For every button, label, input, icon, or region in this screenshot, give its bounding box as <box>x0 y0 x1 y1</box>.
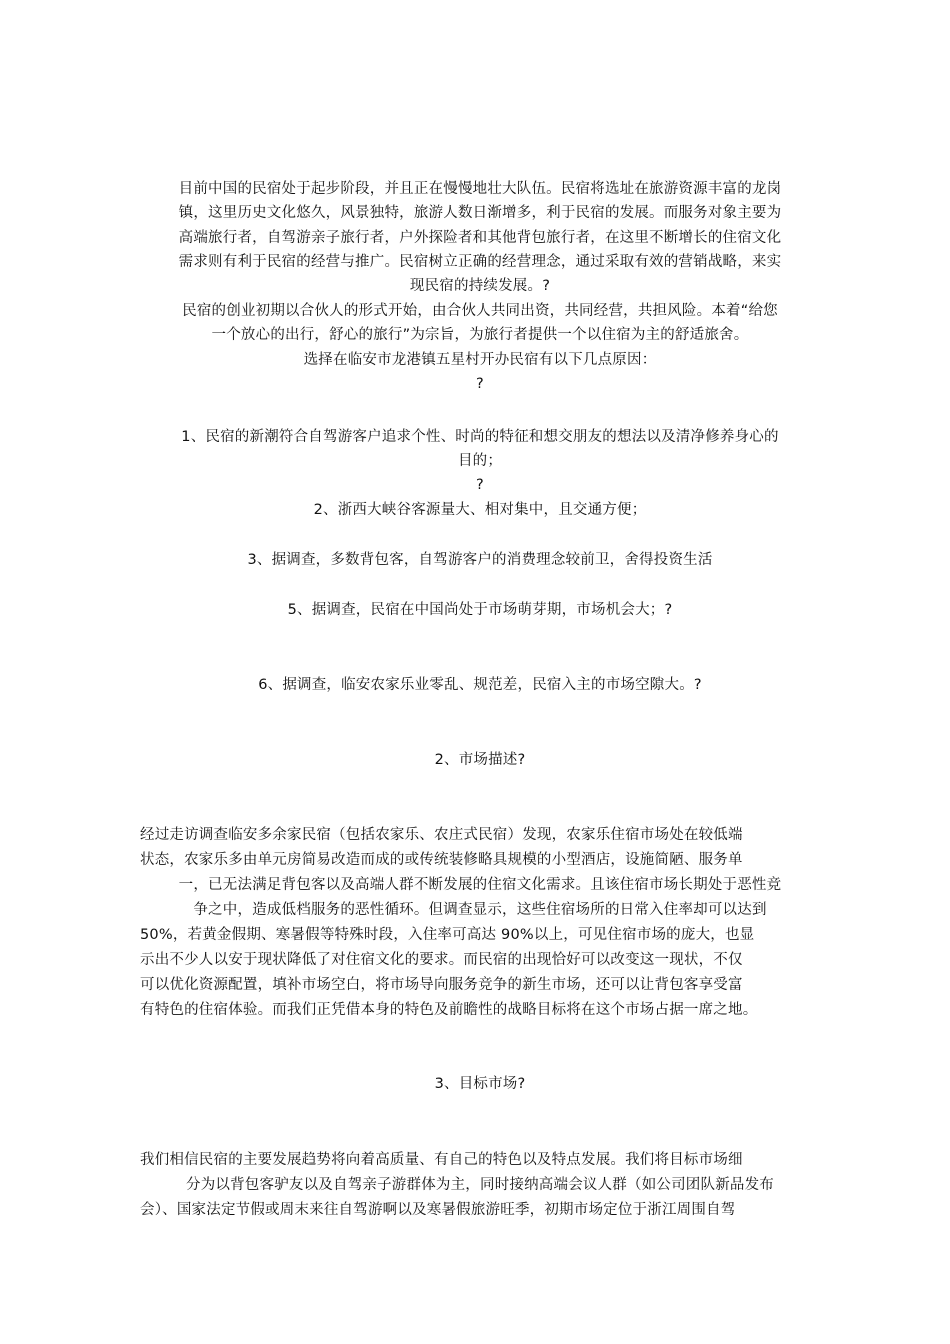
reasons-intro: 选择在临安市龙港镇五星村开办民宿有以下几点原因： <box>303 352 657 368</box>
text-line: 现民宿的持续发展。? <box>409 278 551 294</box>
text-line: 可以优化资源配置，填补市场空白，将市场导向服务竞争的新生市场，还可以让背包客享受富 <box>140 977 743 993</box>
reason-6: 6、据调查，临安农家乐业零乱、规范差，民宿入主的市场空隙大。? <box>258 677 702 693</box>
text-line: 目的； <box>457 453 503 469</box>
text-line: 经过走访调查临安多余家民宿（包括农家乐、农庄式民宿）发现，农家乐住宿市场处在较低端 <box>140 827 743 843</box>
text-line: 50%，若黄金假期、寒暑假等特殊时段，入住率可高达 90%以上，可见住宿市场的庞大，也显 <box>140 927 755 943</box>
section-heading-market: 2、市场描述? <box>434 752 526 768</box>
text-line: 需求则有利于民宿的经营与推广。民宿树立正确的经营理念，通过采取有效的营销战略，来实 <box>178 254 782 270</box>
placeholder-mark: ? <box>476 477 484 493</box>
reason-2: 2、浙西大峡谷客源量大、相对集中，且交通方便； <box>313 502 647 518</box>
text-line: 我们相信民宿的主要发展趋势将向着高质量、有自己的特色以及特点发展。我们将目标市场细 <box>140 1152 743 1168</box>
text-line: 状态，农家乐多由单元房简易改造而成的或传统装修略具规模的小型酒店，设施简陋、服务单 <box>140 852 743 868</box>
reason-3: 3、据调查，多数背包客，自驾游客户的消费理念较前卫，舍得投资生活 <box>247 552 713 568</box>
text-line: 争之中，造成低档服务的恶性循环。但调查显示，这些住宿场所的日常入住率却可以达到 <box>193 902 767 918</box>
text-line: 分为以背包客驴友以及自驾亲子游群体为主，同时接纳高端会议人群（如公司团队新品发布 <box>186 1177 774 1193</box>
text-line: 会）、国家法定节假或周末来往自驾游啊以及寒暑假旅游旺季，初期市场定位于浙江周围自驾 <box>140 1202 736 1218</box>
placeholder-mark: ? <box>476 376 484 392</box>
text-line: 示出不少人以安于现状降低了对住宿文化的要求。而民宿的出现恰好可以改变这一现状，不仅 <box>140 952 743 968</box>
text-line: 目前中国的民宿处于起步阶段，并且正在慢慢地壮大队伍。民宿将选址在旅游资源丰富的龙岗 <box>178 181 782 197</box>
text-line: 民宿的创业初期以合伙人的形式开始，由合伙人共同出资，共同经营，共担风险。本着“给您 <box>182 303 778 319</box>
text-line: 1、民宿的新潮符合自驾游客户追求个性、时尚的特征和想交朋友的想法以及清净修养身心的 <box>181 429 779 445</box>
text-line: 高端旅行者，自驾游亲子旅行者，户外探险者和其他背包旅行者，在这里不断增长的住宿文化 <box>178 230 782 246</box>
text-line: 一，已无法满足背包客以及高端人群不断发展的住宿文化需求。且该住宿市场长期处于恶性竞 <box>178 877 782 893</box>
section-heading-target: 3、目标市场? <box>434 1076 526 1092</box>
reason-5: 5、据调查，民宿在中国尚处于市场萌芽期，市场机会大；? <box>287 602 673 618</box>
text-line: 镇，这里历史文化悠久，风景独特，旅游人数日渐增多，利于民宿的发展。而服务对象主要为 <box>178 205 782 221</box>
text-line: 有特色的住宿体验。而我们正凭借本身的特色及前瞻性的战略目标将在这个市场占据一席之地。 <box>140 1002 758 1018</box>
text-line: 一个放心的出行，舒心的旅行”为宗旨，为旅行者提供一个以住宿为主的舒适旅舍。 <box>211 327 749 343</box>
